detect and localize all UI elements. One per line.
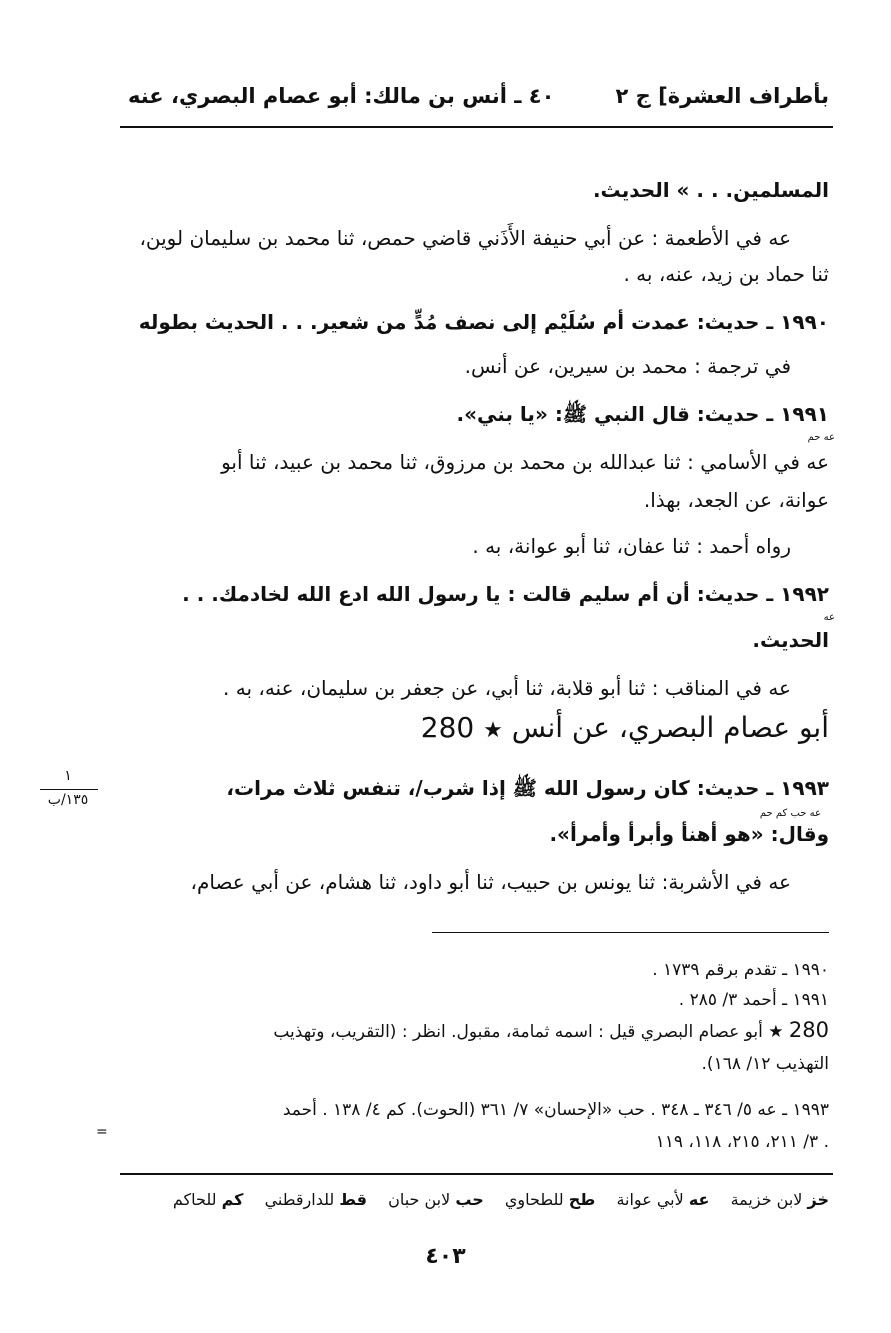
source-marks: عه حم xyxy=(807,432,835,443)
star-icon: ★ xyxy=(483,718,503,743)
footnote-280-number: 280 xyxy=(788,1018,829,1042)
source-marks: عه حب كم حم xyxy=(759,808,821,819)
hadith-1991: ١٩٩١ ـ حديث: قال النبي ﷺ: «يا بني». xyxy=(456,402,829,426)
continuation-mark: = xyxy=(96,1124,108,1140)
footnote-280-cont: التهذيب ١٢/ ١٦٨). xyxy=(701,1054,829,1074)
margin-folio-top: ١ xyxy=(64,768,72,784)
hadith-1990: ١٩٩٠ ـ حديث: عمدت أم سُلَيْم إلى نصف مُدٍّ من شعير. . . الحديث بطوله xyxy=(138,310,829,334)
abbreviations-rule xyxy=(120,1173,833,1175)
abbrev-item: خز لابن خزيمة xyxy=(730,1190,829,1209)
abbreviations-key xyxy=(157,1190,829,1209)
footnote-rule xyxy=(432,932,829,933)
section-title: أبو عصام البصري، عن أنس xyxy=(511,711,829,744)
text-line: عوانة، عن الجعد، بهذا. xyxy=(643,488,829,512)
footnote-1991: ١٩٩١ ـ أحمد ٣/ ٢٨٥ . xyxy=(678,990,829,1010)
margin-folio-bottom: ١٣٥/ب xyxy=(47,792,89,808)
header-rule xyxy=(120,126,833,128)
page-number: ٤٠٣ xyxy=(425,1244,466,1269)
text-line: عه في الأطعمة : عن أبي حنيفة الأَذَني قاضي حمص، ثنا محمد بن سليمان لوين، xyxy=(139,226,791,250)
margin-fraction-rule xyxy=(40,789,98,790)
running-header-chapter: ٤٠ ـ أنس بن مالك: أبو عصام البصري، عنه xyxy=(128,84,555,108)
footnote-280-text: ★ أبو عصام البصري قيل : اسمه ثمامة، مقبول. انظر : (التقريب، وتهذيب xyxy=(273,1022,784,1042)
abbrev-item: حب لابن حبان xyxy=(388,1190,484,1209)
footnote-1993: ١٩٩٣ ـ عه ٥/ ٣٤٦ ـ ٣٤٨ . حب «الإحسان» ٧/ ٣٦١ (الحوت). كم ٤/ ١٣٨ . أحمد xyxy=(282,1100,829,1120)
text-line: في ترجمة : محمد بن سيرين، عن أنس. xyxy=(464,354,791,378)
running-header-book: بأطراف العشرة] ج ٢ xyxy=(615,84,829,108)
text-line: عه في الأشربة: ثنا يونس بن حبيب، ثنا أبو داود، ثنا هشام، عن أبي عصام، xyxy=(190,870,791,894)
abbrev-item: عه لأبي عوانة xyxy=(616,1190,710,1209)
abbrev-item: كم للحاكم xyxy=(172,1190,244,1209)
text-line: المسلمين. . . » الحديث. xyxy=(592,178,829,202)
hadith-1992: ١٩٩٢ ـ حديث: أن أم سليم قالت : يا رسول الله ادع الله لخادمك. . . xyxy=(182,582,829,606)
text-line: ثنا حماد بن زيد، عنه، به . xyxy=(623,262,829,286)
text-line: عه في الأسامي : ثنا عبدالله بن محمد بن مرزوق، ثنا محمد بن عبيد، ثنا أبو xyxy=(221,450,829,474)
abbrev-item: قط للدارقطني xyxy=(264,1190,367,1209)
text-line: وقال: «هو أهنأ وأبرأ وأمرأ». xyxy=(549,822,829,846)
source-marks: عه xyxy=(823,612,835,623)
section-number: 280 xyxy=(420,711,475,744)
footnote-280 xyxy=(273,1016,829,1046)
hadith-1993: ١٩٩٣ ـ حديث: كان رسول الله ﷺ إذا شرب/، تنفس ثلاث مرات، xyxy=(226,776,829,800)
text-line: عه في المناقب : ثنا أبو قلابة، ثنا أبي، عن جعفر بن سليمان، عنه، به . xyxy=(223,676,791,700)
text-line: الحديث. xyxy=(752,628,829,652)
abbrev-item: طح للطحاوي xyxy=(504,1190,596,1209)
footnote-1990: ١٩٩٠ ـ تقدم برقم ١٧٣٩ . xyxy=(652,960,829,980)
text-line: رواه أحمد : ثنا عفان، ثنا أبو عوانة، به . xyxy=(472,534,791,558)
section-heading xyxy=(421,711,829,744)
footnote-1993-cont: ٣/ ٢١١، ٢١٥، ١١٨، ١١٩ . xyxy=(655,1132,829,1152)
